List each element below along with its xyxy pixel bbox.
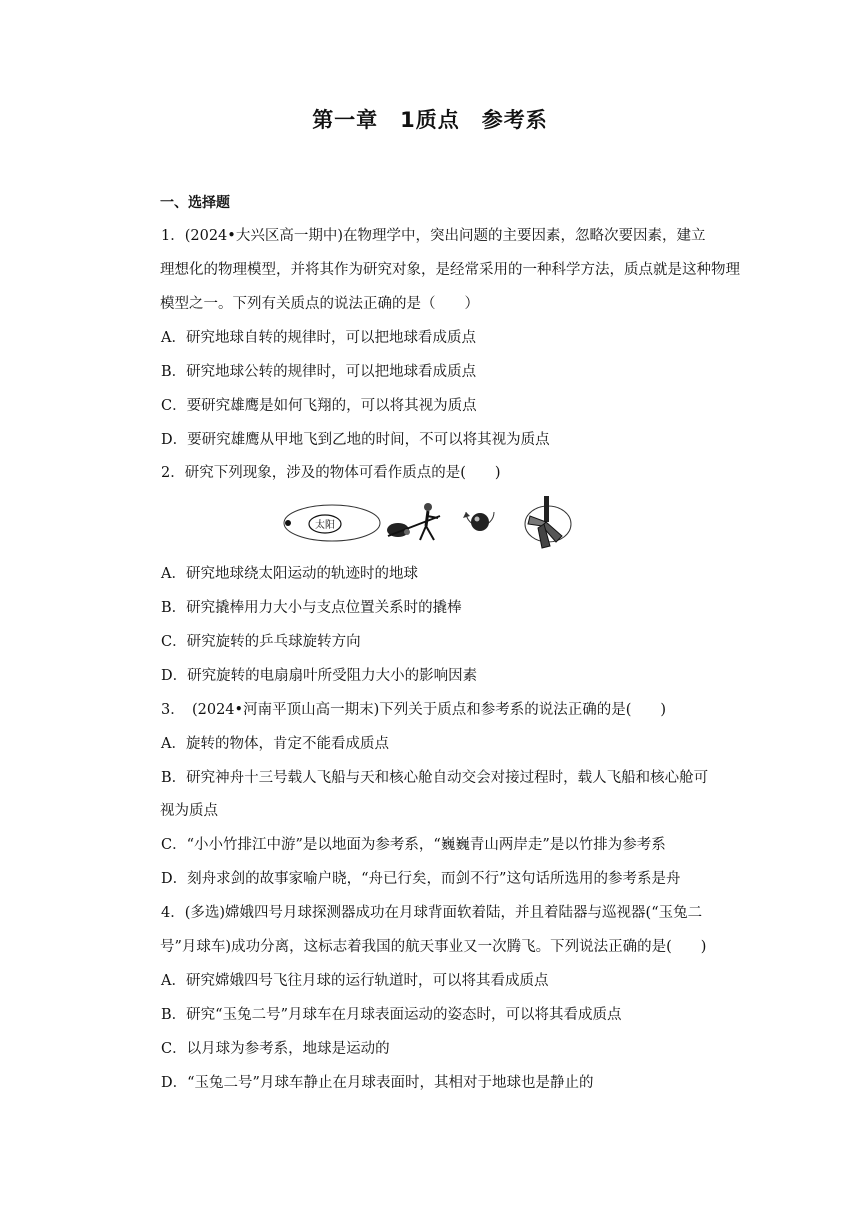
- q3-stem: 3． (2024•河南平顶山高一期末)下列关于质点和参考系的说法正确的是( ): [161, 702, 667, 718]
- q1-stem-line3: 模型之一。下列有关质点的说法正确的是（ ）: [160, 296, 479, 312]
- section-heading: 一、选择题: [160, 195, 230, 211]
- q2-option-d: D．研究旋转的电扇扇叶所受阻力大小的影响因素: [161, 668, 478, 684]
- person-head: [424, 503, 432, 511]
- q3-option-d: D．刻舟求剑的故事家喻户晓，“舟已行矣，而剑不行”这句话所选用的参考系是舟: [161, 871, 681, 887]
- q4-stem-line2: 号”月球车)成功分离，这标志着我国的航天事业又一次腾飞。下列说法正确的是( ): [160, 939, 707, 955]
- q2-option-c: C．研究旋转的乒乓球旋转方向: [161, 634, 361, 650]
- q4-option-a: A．研究嫦娥四号飞往月球的运行轨道时，可以将其看成质点: [161, 973, 549, 989]
- q4-option-d: D．“玉兔二号”月球车静止在月球表面时，其相对于地球也是静止的: [161, 1075, 594, 1091]
- sun-label: 太阳: [315, 520, 335, 531]
- q1-option-a: A．研究地球自转的规律时，可以把地球看成质点: [161, 330, 476, 346]
- q3-option-a: A．旋转的物体，肯定不能看成质点: [161, 736, 389, 752]
- q1-stem-line1: 1．(2024•大兴区高一期中)在物理学中，突出问题的主要因素，忽略次要因素，建立: [161, 228, 706, 244]
- q1-option-c: C．要研究雄鹰是如何飞翔的，可以将其视为质点: [161, 398, 477, 414]
- crowbar-illustration: [387, 503, 440, 540]
- q3-option-b-line1: B．研究神舟十三号载人飞船与天和核心舱自动交会对接过程时，载人飞船和核心舱可: [161, 770, 709, 786]
- q1-stem-line2: 理想化的物理模型，并将其作为研究对象，是经常采用的一种科学方法，质点就是这种物理: [160, 262, 740, 278]
- q3-option-b-line2: 视为质点: [160, 803, 218, 819]
- q2-figure: [280, 494, 580, 550]
- q2-option-b: B．研究撬棒用力大小与支点位置关系时的撬棒: [161, 600, 462, 616]
- page-title: 第一章 1质点 参考系: [312, 108, 548, 132]
- q4-option-b: B．研究“玉兔二号”月球车在月球表面运动的姿态时，可以将其看成质点: [161, 1007, 622, 1023]
- q4-stem-line1: 4．(多选)嫦娥四号月球探测器成功在月球背面软着陆，并且着陆器与巡视器(“玉兔二: [161, 905, 703, 921]
- earth-dot: [285, 520, 291, 526]
- q2-option-a: A．研究地球绕太阳运动的轨迹时的地球: [161, 566, 418, 582]
- q1-option-d: D．要研究雄鹰从甲地飞到乙地的时间，不可以将其视为质点: [161, 432, 550, 448]
- earth-orbit-illustration: [284, 505, 380, 541]
- q2-stem: 2．研究下列现象，涉及的物体可看作质点的是( ): [161, 465, 501, 481]
- q3-option-c: C．“小小竹排江中游”是以地面为参考系，“巍巍青山两岸走”是以竹排为参考系: [161, 837, 666, 853]
- fan-illustration: [525, 496, 571, 548]
- ping-pong-illustration: [463, 512, 494, 531]
- ball-shape: [471, 513, 489, 531]
- q1-option-b: B．研究地球公转的规律时，可以把地球看成质点: [161, 364, 477, 380]
- q4-option-c: C．以月球为参考系，地球是运动的: [161, 1041, 390, 1057]
